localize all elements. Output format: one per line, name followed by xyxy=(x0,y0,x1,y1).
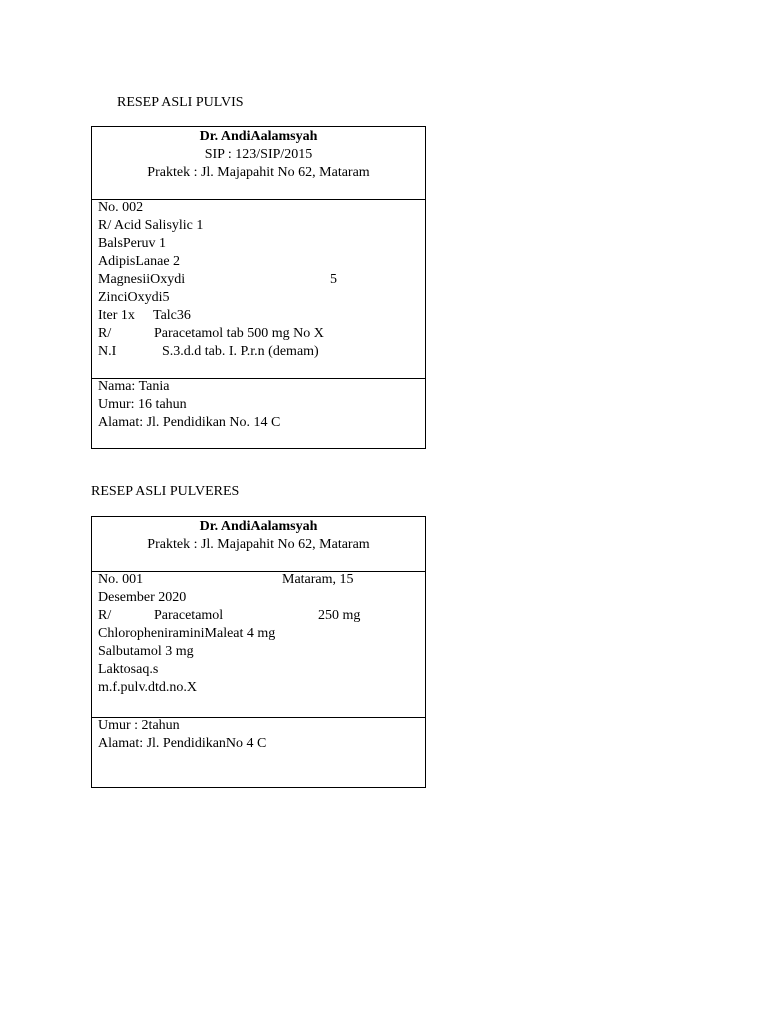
rx-line-name: MagnesiiOxydi xyxy=(98,272,186,287)
rx-line: Salbutamol 3 mg xyxy=(98,644,194,659)
form-patient-info xyxy=(92,378,425,448)
prescription-number: No. 002 xyxy=(98,200,144,215)
rx-line: Paracetamol xyxy=(154,608,224,623)
form-patient-info xyxy=(92,717,425,787)
form-prescription-body xyxy=(92,199,425,379)
prescription-number: No. 001 xyxy=(98,572,144,587)
form-prescription-body xyxy=(92,571,425,718)
rx-line: ZinciOxydi5 xyxy=(98,290,170,305)
rx-line: Talc36 xyxy=(153,308,191,323)
patient-address: Alamat: Jl. PendidikanNo 4 C xyxy=(98,736,267,751)
practice-address: Praktek : Jl. Majapahit No 62, Mataram xyxy=(147,537,370,552)
rx-line: Laktosaq.s xyxy=(98,662,159,677)
rx-line: ChlorophenirаminiMaleat 4 mg xyxy=(98,626,276,641)
prescription-city-date: Mataram, 15 xyxy=(282,572,354,587)
rx-line: Paracetamol tab 500 mg No X xyxy=(154,326,324,341)
patient-age: Umur: 16 tahun xyxy=(98,397,187,412)
rx-iter: Iter 1x xyxy=(98,308,135,323)
rx-line: BalsPeruv 1 xyxy=(98,236,167,251)
rx-line-quantity: 5 xyxy=(330,272,337,287)
rx-line-dose: 250 mg xyxy=(318,608,361,623)
rx-line: m.f.pulv.dtd.no.X xyxy=(98,680,198,695)
prescription-form-pulveres xyxy=(91,516,426,788)
doctor-name: Dr. AndiAalamsyah xyxy=(199,519,318,534)
doctor-sip: SIP : 123/SIP/2015 xyxy=(204,147,313,162)
rx-ni: N.I xyxy=(98,344,117,359)
rx-line: R/ Acid Salisylic 1 xyxy=(98,218,204,233)
prescription-form-pulvis xyxy=(91,126,426,449)
patient-age: Umur : 2tahun xyxy=(98,718,180,733)
rx-line: AdipisLanae 2 xyxy=(98,254,181,269)
form-header xyxy=(92,517,425,572)
heading-resep-pulveres: RESEP ASLI PULVERES xyxy=(91,484,240,499)
rx-symbol: R/ xyxy=(98,326,112,341)
practice-address: Praktek : Jl. Majapahit No 62, Mataram xyxy=(147,165,370,180)
rx-symbol: R/ xyxy=(98,608,112,623)
doctor-name: Dr. AndiAalamsyah xyxy=(199,129,318,144)
prescription-date: Desember 2020 xyxy=(98,590,187,605)
form-header xyxy=(92,127,425,200)
patient-name: Nama: Tania xyxy=(98,379,170,394)
rx-signa: S.3.d.d tab. I. P.r.n (demam) xyxy=(162,344,319,359)
patient-address: Alamat: Jl. Pendidikan No. 14 C xyxy=(98,415,281,430)
heading-resep-pulvis: RESEP ASLI PULVIS xyxy=(117,95,244,110)
